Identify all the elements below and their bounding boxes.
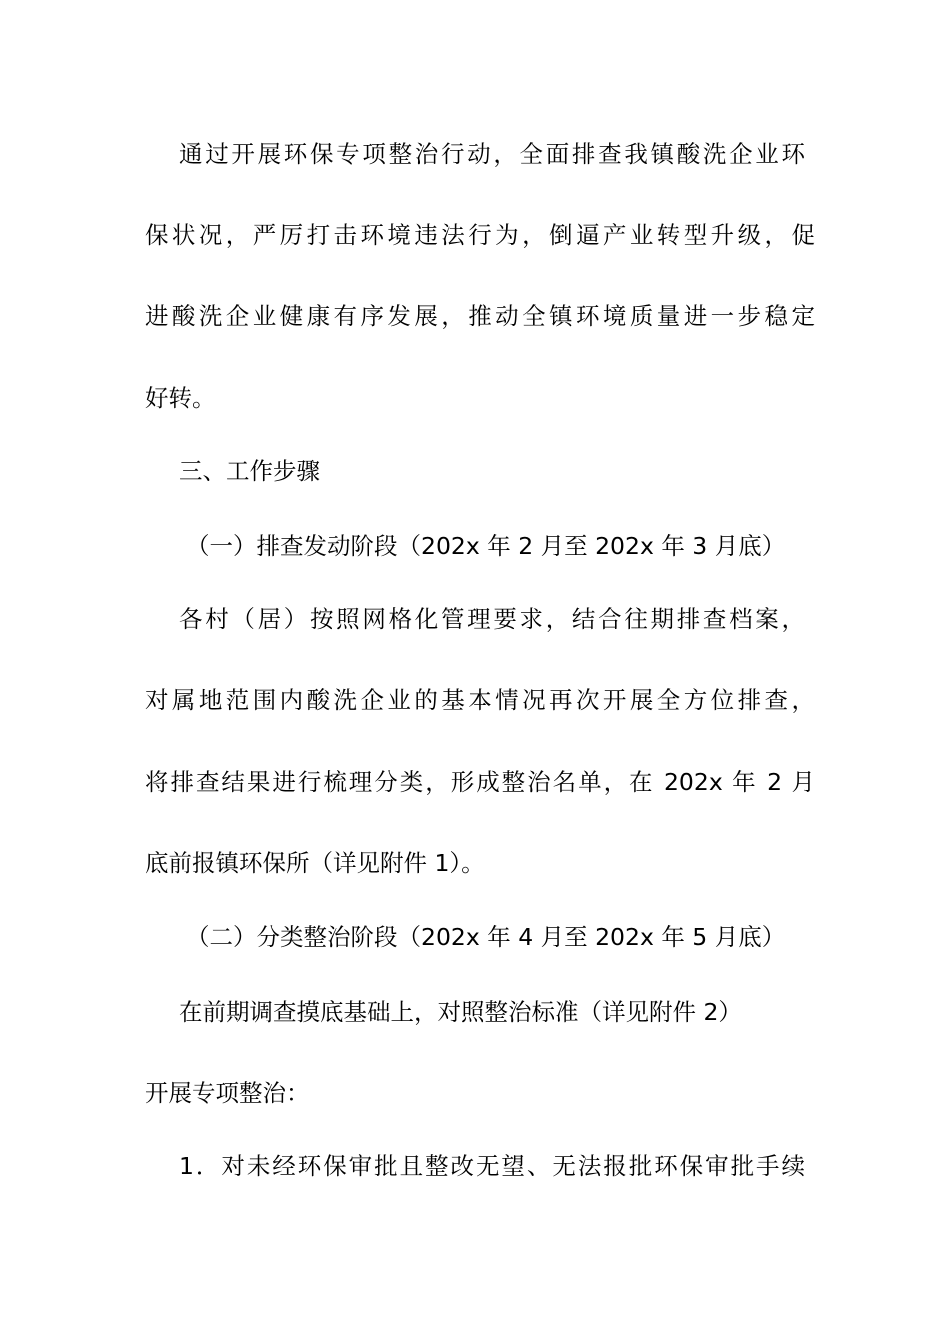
paragraph-line: 开展专项整治：: [145, 1079, 310, 1107]
paragraph-line: 在前期调查摸底基础上，对照整治标准（详见附件 2）: [179, 998, 742, 1026]
paragraph-line: 好转。: [145, 384, 216, 412]
paragraph-line: 通过开展环保专项整治行动，全面排查我镇酸洗企业环: [179, 140, 805, 168]
list-item-line: 1．对未经环保审批且整改无望、无法报批环保审批手续: [179, 1152, 805, 1180]
paragraph-line: 将排查结果进行梳理分类，形成整治名单，在 202x 年 2 月: [145, 768, 815, 796]
paragraph-line: 各村（居）按照网格化管理要求，结合往期排查档案，: [179, 605, 805, 633]
paragraph-line: 对属地范围内酸洗企业的基本情况再次开展全方位排查，: [145, 686, 815, 714]
paragraph-line: 进酸洗企业健康有序发展，推动全镇环境质量进一步稳定: [145, 302, 815, 330]
paragraph-line: 保状况，严厉打击环境违法行为，倒逼产业转型升级，促: [145, 221, 815, 249]
subsection-heading: （一）排查发动阶段（202x 年 2 月至 202x 年 3 月底）: [186, 532, 786, 560]
paragraph-line: 底前报镇环保所（详见附件 1）。: [145, 849, 485, 877]
subsection-heading: （二）分类整治阶段（202x 年 4 月至 202x 年 5 月底）: [186, 923, 786, 951]
section-heading: 三、工作步骤: [179, 457, 320, 485]
